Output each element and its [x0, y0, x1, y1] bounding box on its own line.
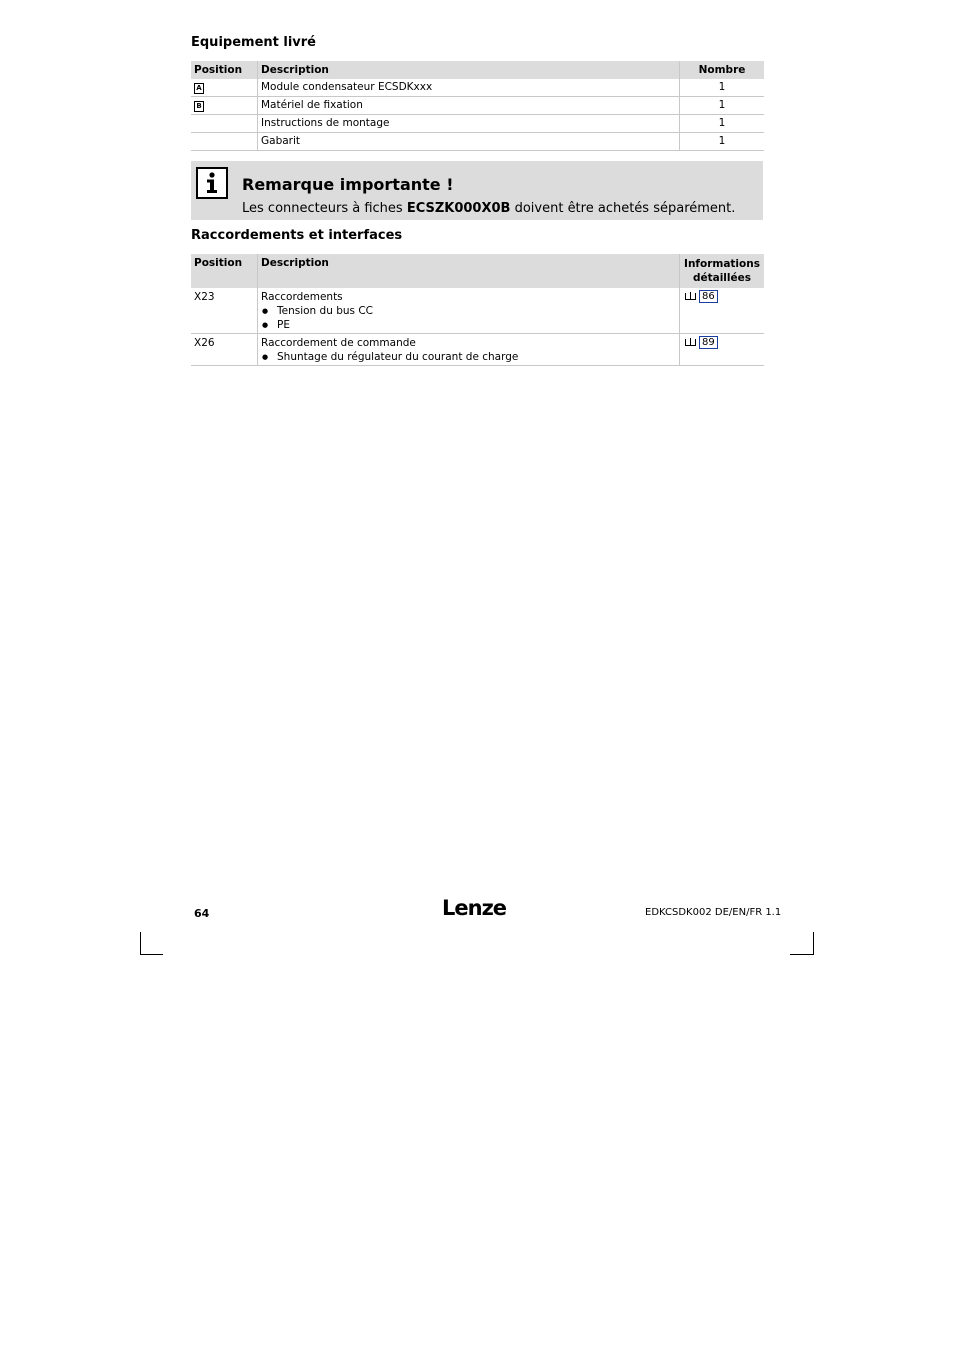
row-description: Raccordements ● Tension du bus CC ● PE — [258, 288, 680, 334]
connector-part-number: ECSZK000X0B — [406, 201, 511, 216]
row-position: X26 — [191, 334, 258, 366]
table-row — [191, 288, 764, 334]
row-count: 1 — [680, 97, 765, 115]
row-description: Matériel de fixation — [258, 97, 680, 115]
row-reference — [680, 288, 765, 334]
table-header-row — [191, 254, 764, 288]
note-title: Remarque importante ! — [242, 175, 454, 194]
page-number: 64 — [194, 907, 210, 920]
crop-mark-left-vertical — [140, 932, 141, 954]
info-icon — [196, 167, 228, 199]
list-item: ● PE — [277, 318, 676, 332]
document-id: EDKCSDK002 DE/EN/FR 1.1 — [645, 907, 782, 918]
table-row — [191, 133, 764, 151]
list-item: ● Tension du bus CC — [277, 304, 676, 318]
row-position — [191, 133, 258, 151]
table-row — [191, 115, 764, 133]
row-description: Module condensateur ECSDKxxx — [258, 79, 680, 97]
position-marker: A — [194, 83, 204, 94]
col-header-position: Position — [191, 61, 258, 79]
book-icon — [685, 293, 696, 300]
crop-mark-left-horizontal — [140, 954, 163, 955]
important-note — [191, 161, 763, 220]
row-description: Instructions de montage — [258, 115, 680, 133]
page-link[interactable]: 89 — [699, 336, 718, 349]
position-marker: B — [194, 101, 204, 112]
col-header-description: Description — [258, 61, 680, 79]
row-position: X23 — [191, 288, 258, 334]
section-title-connections: Raccordements et interfaces — [191, 228, 403, 243]
connections-table — [191, 254, 764, 366]
row-count: 1 — [680, 115, 765, 133]
table-row — [191, 334, 764, 366]
page-link[interactable]: 86 — [699, 290, 718, 303]
list-item: ● Shuntage du régulateur du courant de charge — [277, 350, 676, 364]
row-reference — [680, 334, 765, 366]
col-header-position: Position — [191, 254, 258, 288]
col-header-details: Informations détaillées — [680, 254, 765, 288]
table-row — [191, 97, 764, 115]
row-position — [191, 115, 258, 133]
table-row — [191, 79, 764, 97]
table-header-row — [191, 61, 764, 79]
lenze-logo: Lenze — [442, 896, 507, 920]
row-description: Gabarit — [258, 133, 680, 151]
col-header-description: Description — [258, 254, 680, 288]
col-header-count: Nombre — [680, 61, 765, 79]
section-title-equipment: Equipement livré — [191, 35, 316, 50]
equipment-table — [191, 61, 764, 151]
row-description: Raccordement de commande ● Shuntage du régulateur du courant de charge — [258, 334, 680, 366]
book-icon — [685, 339, 696, 346]
note-text: Les connecteurs à fiches ECSZK000X0B doivent être achetés séparément. — [242, 201, 736, 216]
crop-mark-right-horizontal — [790, 954, 814, 955]
row-count: 1 — [680, 79, 765, 97]
crop-mark-right-vertical — [813, 932, 814, 954]
row-count: 1 — [680, 133, 765, 151]
